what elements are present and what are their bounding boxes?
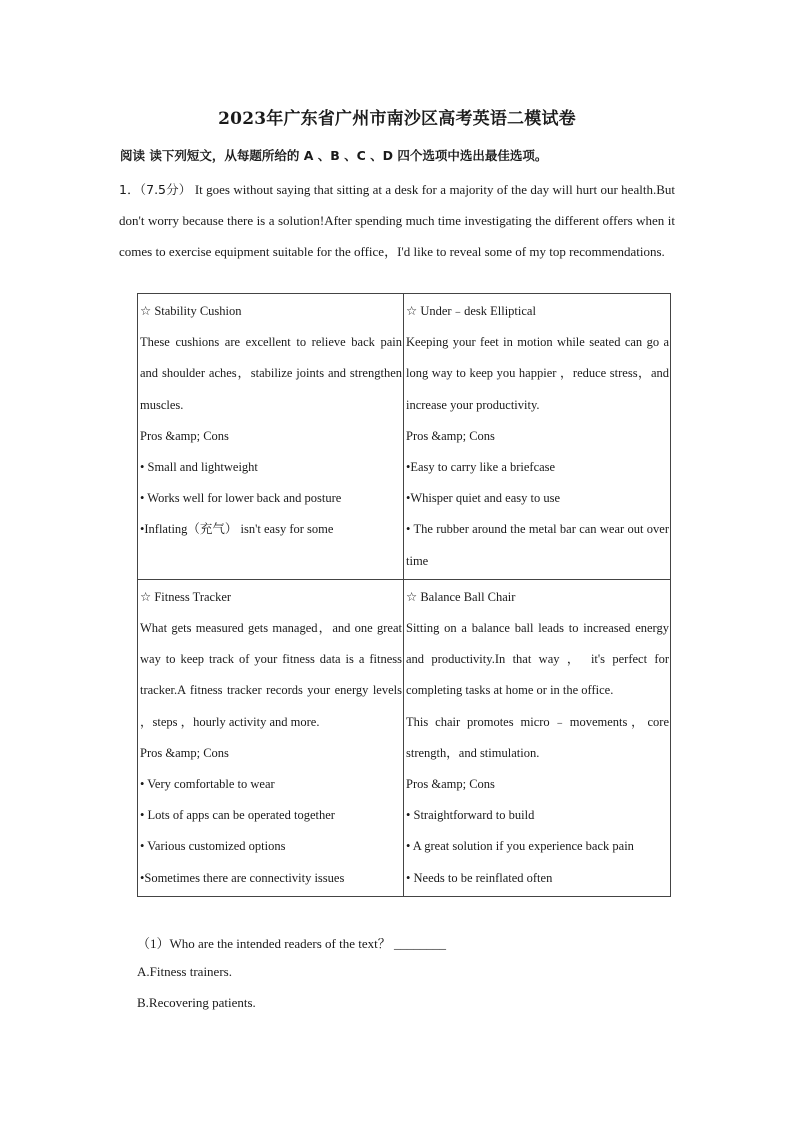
list-item: • Straightforward to build (406, 808, 535, 823)
option-b[interactable]: B.Recovering patients. (137, 995, 256, 1010)
list-item: • Lots of apps can be operated together (140, 808, 335, 823)
pros-cons-label: Pros &amp; Cons (140, 428, 229, 443)
question-1 (119, 174, 675, 267)
equipment-table (137, 293, 671, 897)
exam-title: 2023年广东省广州市南沙区高考英语二模试卷 (218, 109, 576, 129)
cell-under-desk-elliptical (404, 294, 671, 580)
cell-stability-cushion (138, 294, 404, 580)
question-number: 1． (119, 182, 140, 197)
table-row (138, 294, 671, 580)
list-item: • Works well for lower back and posture (140, 491, 342, 506)
question-passage (119, 174, 675, 267)
cell-balance-ball-chair (404, 579, 671, 896)
cell-title: ☆ Stability Cushion (140, 304, 242, 318)
cell-title: ☆ Fitness Tracker (140, 589, 232, 604)
list-item: •Easy to carry like a briefcase (406, 460, 556, 475)
instruction-text: 阅读 读下列短文，从每题所给的 A 、B 、C 、D 四个选项中选出最佳选项。 (120, 148, 548, 163)
list-item: •Whisper quiet and easy to use (406, 491, 560, 506)
list-item: • Various customized options (140, 839, 286, 854)
pros-cons-label: Pros &amp; Cons (406, 428, 495, 443)
pros-cons-label: Pros &amp; Cons (406, 777, 495, 792)
sub-question-text: （1）Who are the intended readers of the text？ ________ (137, 936, 447, 951)
cell-fitness-tracker (138, 579, 404, 896)
cell-description: Keeping your feet in motion while seated can go a long way to keep you happier ，reduce stress，and increase your productivity. (406, 335, 669, 412)
question-score: （7.5分） (139, 182, 192, 197)
list-item: • A great solution if you experience back pain (406, 839, 634, 854)
list-item: •Sometimes there are connectivity issues (140, 870, 345, 885)
cell-title: ☆ Balance Ball Chair (406, 589, 516, 604)
list-item: • The rubber around the metal bar can wear out over time (406, 522, 669, 568)
cell-description-2: This chair promotes micro﹣movements，core strength，and stimulation. (406, 714, 669, 760)
passage-text: It goes without saying that sitting at a desk for a majority of the day will hurt our health.But don't worry because there is a solution!After spending much time investigating the different offers when it comes to exercise equipment suitable for the office，I'd like to reveal some of my top recommendations. (119, 182, 675, 259)
cell-description: These cushions are excellent to relieve back pain and shoulder aches，stabilize joints and strengthen muscles. (140, 335, 402, 412)
list-item: • Very comfortable to wear (140, 777, 275, 792)
option-a[interactable]: A.Fitness trainers. (137, 964, 232, 979)
table-row (138, 579, 671, 896)
cell-title: ☆ Under﹣desk Elliptical (406, 304, 536, 318)
cell-description: What gets measured gets managed，and one great way to keep track of your fitness data is a fitness tracker.A fitness tracker records your energy levels ，steps ，hourly activity and more. (140, 621, 402, 729)
list-item: •Inflating（充气） isn't easy for some (140, 522, 334, 537)
cell-description: Sitting on a balance ball leads to increased energy and productivity.In that way ， it's perfect for completing tasks at home or in the office. (406, 621, 669, 698)
pros-cons-label: Pros &amp; Cons (140, 745, 229, 760)
list-item: • Small and lightweight (140, 460, 258, 475)
list-item: • Needs to be reinflated often (406, 870, 553, 885)
